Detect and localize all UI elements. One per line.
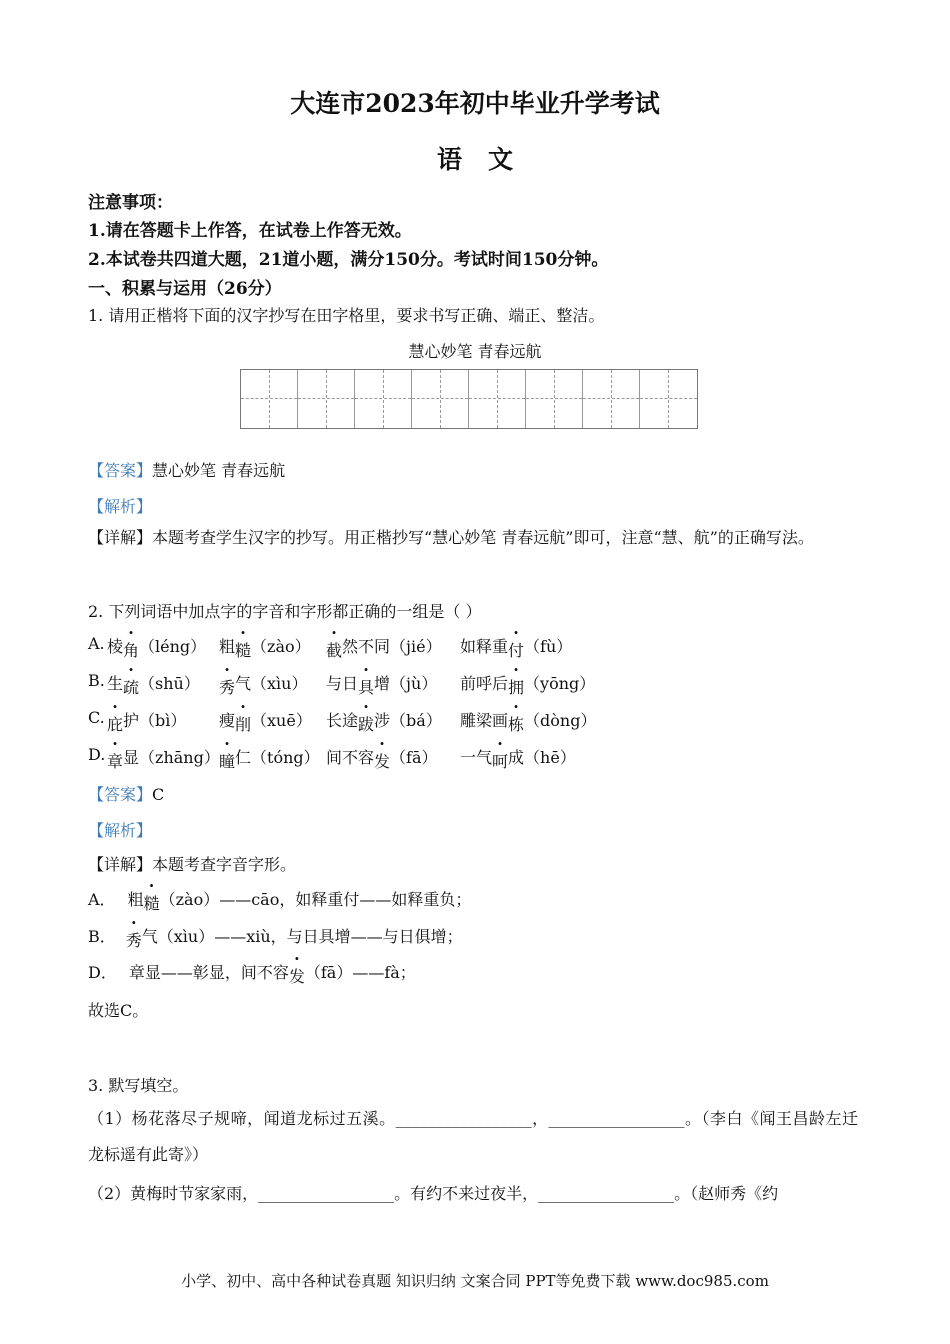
option-word [219, 708, 312, 734]
word-text: 生 [107, 674, 124, 693]
q2-analysis-tag: 【解析】 [88, 821, 153, 840]
q2-explain-b [88, 924, 463, 950]
word-text: 瘦 [219, 711, 236, 730]
grid-cell [526, 370, 583, 428]
dotted-char: 章 [107, 752, 124, 771]
line-text: （fā）——fà； [304, 963, 416, 982]
pinyin: （xuē） [251, 711, 312, 730]
grid-cell [583, 370, 640, 428]
detail-text: 本题考查字音字形。 [152, 855, 297, 874]
pinyin: （hē） [524, 748, 576, 767]
dotted-char: 截 [326, 641, 343, 660]
pinyin: （zhāng） [139, 748, 220, 767]
option-word [326, 745, 438, 771]
pinyin: （dòng） [524, 711, 597, 730]
line-text: （zào）——cāo，如释重付——如释重负； [159, 890, 472, 909]
option-label: B. [88, 671, 105, 690]
answer-text: C [152, 785, 165, 804]
q2-detail [88, 852, 296, 875]
q1-stem: 1. 请用正楷将下面的汉字抄写在田字格里，要求书写正确、端正、整洁。 [88, 306, 605, 325]
dotted-char: 栋 [508, 715, 525, 734]
dotted-char: 削 [235, 715, 252, 734]
word-text: 增 [374, 674, 391, 693]
option-word [326, 708, 442, 734]
line-label: B． [88, 927, 116, 946]
word-text: 气 [235, 674, 252, 693]
word-text: 与日 [326, 674, 359, 693]
tianzige-grid [240, 369, 698, 429]
option-word [460, 634, 573, 660]
option-label: A. [88, 634, 105, 653]
answer-tag: 【答案】 [88, 785, 153, 804]
pinyin: （fù） [524, 637, 573, 656]
pinyin: （jù） [390, 674, 438, 693]
notice-item-2: 2.本试卷共四道大题，21道小题，满分150分。考试时间150分钟。 [88, 250, 609, 270]
option-word [219, 671, 308, 697]
word-text: 显 [123, 748, 140, 767]
dotted-char: 庇 [107, 715, 124, 734]
pinyin: （bì） [139, 711, 187, 730]
pinyin: （léng） [139, 637, 207, 656]
word-text: 护 [123, 711, 140, 730]
dotted-char: 秀 [219, 678, 236, 697]
line-text: 气（xìu）——xiù，与日具增——与日俱增； [141, 927, 463, 946]
page-footer: 小学、初中、高中各种试卷真题 知识归纳 文案合同 PPT等免费下载 www.doc985.com [181, 1272, 769, 1290]
option-label: D. [88, 745, 106, 764]
exam-subject: 语文 [436, 145, 539, 174]
grid-cell [298, 370, 355, 428]
detail-tag: 【详解】 [88, 855, 153, 874]
grid-cell [241, 370, 298, 428]
q1-detail [88, 520, 852, 556]
option-word [107, 671, 200, 697]
q3-stem: 3. 默写填空。 [88, 1076, 189, 1095]
grid-cell [640, 370, 697, 428]
q1-phrase: 慧心妙笔 青春远航 [408, 342, 542, 361]
line-text: 章显——彰显，间不容 [128, 963, 289, 982]
q2-explain-a [88, 887, 472, 913]
detail-text: 本题考查学生汉字的抄写。用正楷抄写“慧心妙笔 青春远航”即可，注意“慧、航”的正确写法。 [152, 528, 814, 547]
word-text: 仁 [235, 748, 252, 767]
word-text: 间不容 [326, 748, 375, 767]
dotted-char: 糙 [235, 641, 252, 660]
word-text: 棱 [107, 637, 124, 656]
exam-title: 大连市2023年初中毕业升学考试 [290, 89, 660, 118]
pinyin: （jié） [390, 637, 442, 656]
q3-item-1: （1）杨花落尽子规啼，闻道龙标过五溪。_________________，_________________。（李白《闻王昌龄左迁龙标遥有此寄》） [88, 1109, 858, 1164]
word-text: 成 [508, 748, 525, 767]
word-text: 粗 [219, 637, 236, 656]
word-text: 一气 [460, 748, 493, 767]
option-word [326, 634, 442, 660]
dotted-char: 发 [288, 967, 305, 986]
q1-answer [88, 458, 285, 481]
pinyin: （fā） [390, 748, 438, 767]
q2-answer [88, 782, 164, 805]
answer-tag: 【答案】 [88, 461, 153, 480]
dotted-char: 发 [374, 752, 391, 771]
dotted-char: 付 [508, 641, 525, 660]
grid-cell [412, 370, 469, 428]
option-word [219, 634, 311, 660]
dotted-char: 角 [123, 641, 140, 660]
pinyin: （bá） [390, 711, 442, 730]
option-word [219, 745, 320, 771]
dotted-char: 糙 [143, 894, 160, 913]
word-text: 长途 [326, 711, 359, 730]
q3-item-2: （2）黄梅时节家家雨，_________________。有约不来过夜半，_________________。（赵师秀《约 [88, 1184, 779, 1203]
pinyin: （zào） [251, 637, 311, 656]
pinyin: （xìu） [251, 674, 308, 693]
word-text: 如释重 [460, 637, 509, 656]
section-heading-1: 一、积累与运用（26分） [88, 279, 282, 299]
option-word [107, 708, 187, 734]
word-text: 雕梁画 [460, 711, 509, 730]
notice-item-1: 1.请在答题卡上作答，在试卷上作答无效。 [88, 221, 412, 241]
option-word [460, 671, 596, 697]
dotted-char: 拥 [508, 678, 525, 697]
option-word [460, 708, 597, 734]
option-label: C. [88, 708, 105, 727]
dotted-char: 瞳 [219, 752, 236, 771]
option-word [107, 745, 220, 771]
option-word [460, 745, 576, 771]
dotted-char: 跋 [358, 715, 375, 734]
notice-heading: 注意事项： [88, 193, 173, 213]
line-label: A． [88, 890, 116, 909]
option-word [107, 634, 207, 660]
q2-stem: 2. 下列词语中加点字的字音和字形都正确的一组是（ ） [88, 602, 482, 621]
grid-cell [469, 370, 526, 428]
word-text: 前呼后 [460, 674, 509, 693]
pinyin: （tóng） [251, 748, 320, 767]
grid-cell [355, 370, 412, 428]
detail-tag: 【详解】 [88, 528, 153, 547]
answer-text: 慧心妙笔 青春远航 [152, 461, 286, 480]
word-text: 涉 [374, 711, 391, 730]
dotted-char: 具 [358, 678, 375, 697]
dotted-char: 呵 [492, 752, 509, 771]
pinyin: （yōng） [524, 674, 596, 693]
option-word [326, 671, 438, 697]
pinyin: （shū） [139, 674, 200, 693]
q2-conclusion: 故选C。 [88, 1001, 149, 1020]
q2-explain-d [88, 960, 416, 986]
dotted-char: 疏 [123, 678, 140, 697]
line-text: 粗 [127, 890, 144, 909]
line-label: D． [88, 963, 117, 982]
q1-analysis-tag: 【解析】 [88, 497, 153, 516]
word-text: 然不同 [342, 637, 391, 656]
dotted-char: 秀 [125, 931, 142, 950]
